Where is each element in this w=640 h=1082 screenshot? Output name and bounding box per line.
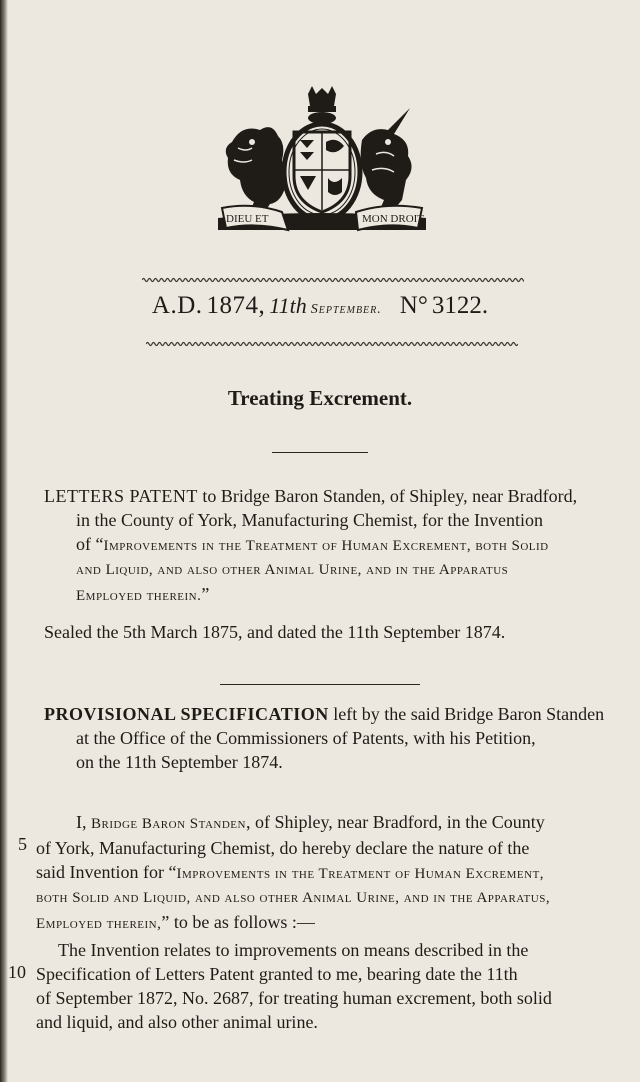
provisional-line3: on the 11th September 1874. xyxy=(76,752,283,772)
patent-number: 3122. xyxy=(431,292,489,319)
letters-patent-line1: to Bridge Baron Standen, of Shipley, near Bradford, xyxy=(202,486,578,506)
letters-patent-paragraph xyxy=(44,484,616,608)
provisional-lead: PROVISIONAL SPECIFICATION xyxy=(44,704,329,724)
declaration-line5-rest: ” to be as follows :— xyxy=(161,912,315,932)
declaration-line1: , of Shipley, near Bradford, in the County xyxy=(245,812,545,832)
letters-patent-quote-close: ” xyxy=(201,584,210,604)
declaration-name: Bridge Baron Standen xyxy=(91,816,246,832)
provisional-line1: left by the said Bridge Baron Standen xyxy=(333,704,605,724)
letters-patent-line3: Improvements in the Treatment of Human Excrement, both Solid xyxy=(103,538,549,554)
declaration-line2: of York, Manufacturing Chemist, do hereby declare the nature of the xyxy=(36,838,530,858)
year: 1874, xyxy=(206,292,266,319)
wavy-rule-top xyxy=(142,276,524,284)
patent-day: 11th xyxy=(269,293,307,318)
letters-patent-line4: and Liquid, and also other Animal Urine, and in the Apparatus xyxy=(76,562,509,578)
patent-number-label: N° xyxy=(399,292,428,319)
royal-coat-of-arms-icon xyxy=(212,84,432,234)
provisional-paragraph xyxy=(44,702,616,774)
letters-patent-quote-open: of “ xyxy=(76,534,104,554)
invention-line4: and liquid, and also other animal urine. xyxy=(36,1012,318,1032)
page-title: Treating Excrement. xyxy=(227,386,413,410)
line-number-5: 5 xyxy=(18,834,27,854)
declaration-open: I, xyxy=(76,812,91,832)
wavy-rule-bottom xyxy=(146,340,518,348)
invention-line1: The Invention relates to improvements on means described in the xyxy=(58,940,529,960)
line-number-10: 10 xyxy=(8,962,26,982)
letters-patent-line2: in the County of York, Manufacturing Chemist, for the Invention xyxy=(76,510,543,530)
year-prefix: A.D. xyxy=(151,292,203,319)
declaration-line4: both Solid and Liquid, and also other Animal Urine, and in the Apparatus, xyxy=(36,890,551,906)
crest-motto-left: DIEU ET xyxy=(226,213,269,225)
patent-date-line xyxy=(0,292,640,320)
declaration-line3-open: said Invention for “ xyxy=(36,862,177,882)
divider-long xyxy=(220,684,420,685)
letters-patent-lead: LETTERS PATENT xyxy=(44,486,198,506)
invention-paragraph xyxy=(36,938,616,1034)
letters-patent-line5: Employed therein. xyxy=(76,588,202,604)
invention-line2: Specification of Letters Patent granted to me, bearing date the 11th xyxy=(36,964,518,984)
divider-short xyxy=(272,452,368,453)
declaration-line3: Improvements in the Treatment of Human Excrement, xyxy=(176,866,545,882)
declaration-line5: Employed therein, xyxy=(36,916,162,932)
declaration-paragraph xyxy=(36,810,616,936)
provisional-line2: at the Office of the Commissioners of Patents, with his Petition, xyxy=(76,728,536,748)
crest-motto-right: MON DROIT xyxy=(362,213,425,225)
page-edge-shadow xyxy=(0,0,8,1082)
invention-line3: of September 1872, No. 2687, for treating human excrement, both solid xyxy=(36,988,552,1008)
sealed-date-line: Sealed the 5th March 1875, and dated the 11th September 1874. xyxy=(44,622,506,642)
patent-month: September. xyxy=(310,302,382,317)
